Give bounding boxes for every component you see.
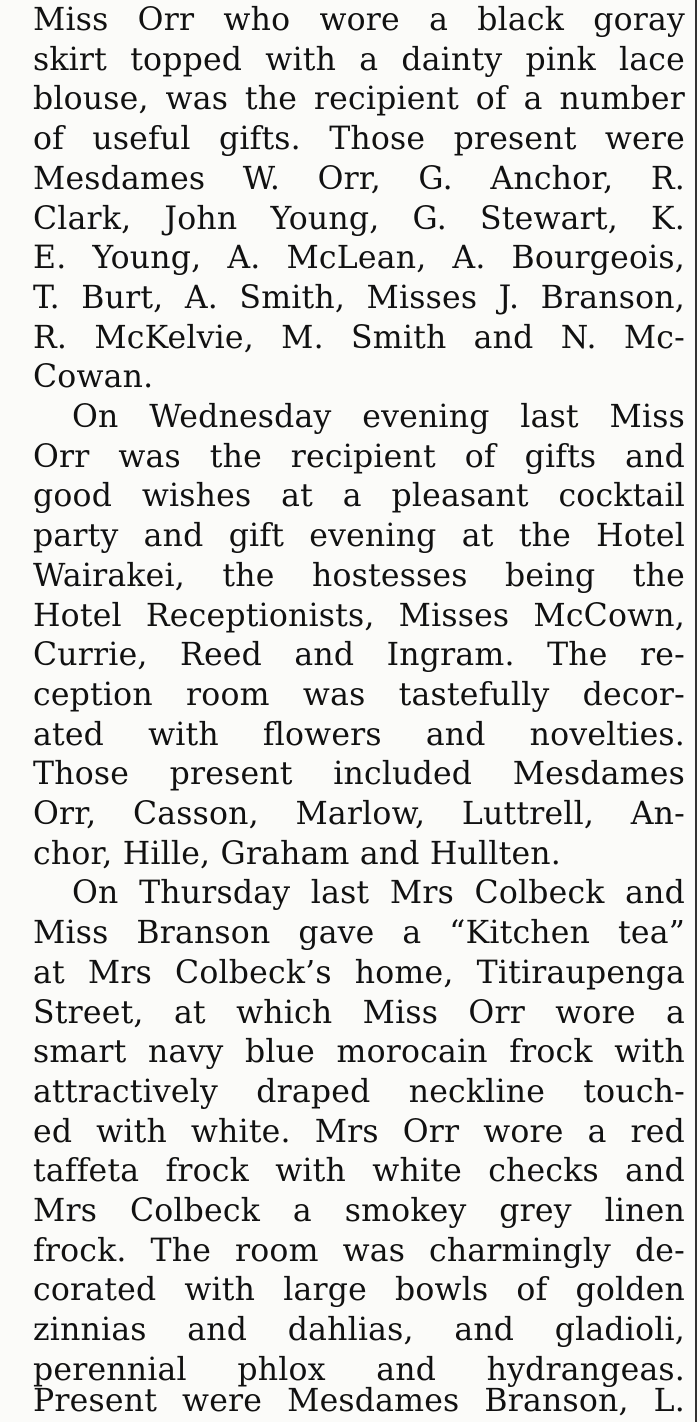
text-line: smart navy blue morocain frock with xyxy=(33,1034,685,1071)
text-line: ated with flowers and novelties. xyxy=(33,716,685,753)
text-line: Mrs Colbeck a smokey grey linen xyxy=(33,1193,685,1229)
text-line: Those present included Mesdames xyxy=(33,756,685,793)
text-line: corated with large bowls of golden xyxy=(33,1272,685,1309)
paragraph-end-line: Cowan. xyxy=(33,359,154,396)
text-line: Miss Branson gave a “Kitchen tea” xyxy=(33,915,685,952)
text-line: Hotel Receptionists, Misses McCown, xyxy=(33,597,685,634)
text-line: Orr, Casson, Marlow, Luttrell, An- xyxy=(33,796,685,832)
text-line: Miss Orr who wore a black goray xyxy=(33,2,685,38)
text-line: taffeta frock with white checks and xyxy=(33,1153,685,1190)
text-line: Mesdames W. Orr, G. Anchor, R. xyxy=(33,160,685,197)
text-line: R. McKelvie, M. Smith and N. Mc- xyxy=(33,319,685,356)
text-line: Street, at which Miss Orr wore a xyxy=(33,994,685,1031)
text-line: Orr was the recipient of gifts and xyxy=(33,438,685,475)
text-line: Wairakei, the hostesses being the xyxy=(33,557,685,594)
paragraph-first-line: On Wednesday evening last Miss xyxy=(72,399,685,435)
text-line: at Mrs Colbeck’s home, Titiraupenga xyxy=(33,954,685,991)
text-line: Currie, Reed and Ingram. The re- xyxy=(33,637,685,674)
paragraph-end-line: chor, Hille, Graham and Hullten. xyxy=(33,835,561,872)
text-line: skirt topped with a dainty pink lace xyxy=(33,41,685,78)
text-line: of useful gifts. Those present were xyxy=(33,121,685,158)
text-line: Clark, John Young, G. Stewart, K. xyxy=(33,200,685,237)
text-line: attractively draped neckline touch- xyxy=(33,1073,685,1110)
text-line: blouse, was the recipient of a number xyxy=(33,81,685,118)
paragraph-first-line: On Thursday last Mrs Colbeck and xyxy=(72,875,685,912)
text-line: good wishes at a pleasant cocktail xyxy=(33,478,685,515)
text-line: E. Young, A. McLean, A. Bourgeois, xyxy=(33,240,685,277)
column-rule xyxy=(695,0,697,1422)
text-line: perennial phlox and hydrangeas. xyxy=(33,1351,685,1388)
text-line: party and gift evening at the Hotel xyxy=(33,518,685,555)
text-line: T. Burt, A. Smith, Misses J. Branson, xyxy=(33,279,685,316)
text-line: Present were Mesdames Branson, L. xyxy=(33,1383,685,1419)
text-line: ed with white. Mrs Orr wore a red xyxy=(33,1113,685,1150)
text-line: frock. The room was charmingly de- xyxy=(33,1232,685,1269)
text-line: zinnias and dahlias, and gladioli, xyxy=(33,1312,685,1349)
text-line: ception room was tastefully decor- xyxy=(33,676,685,713)
